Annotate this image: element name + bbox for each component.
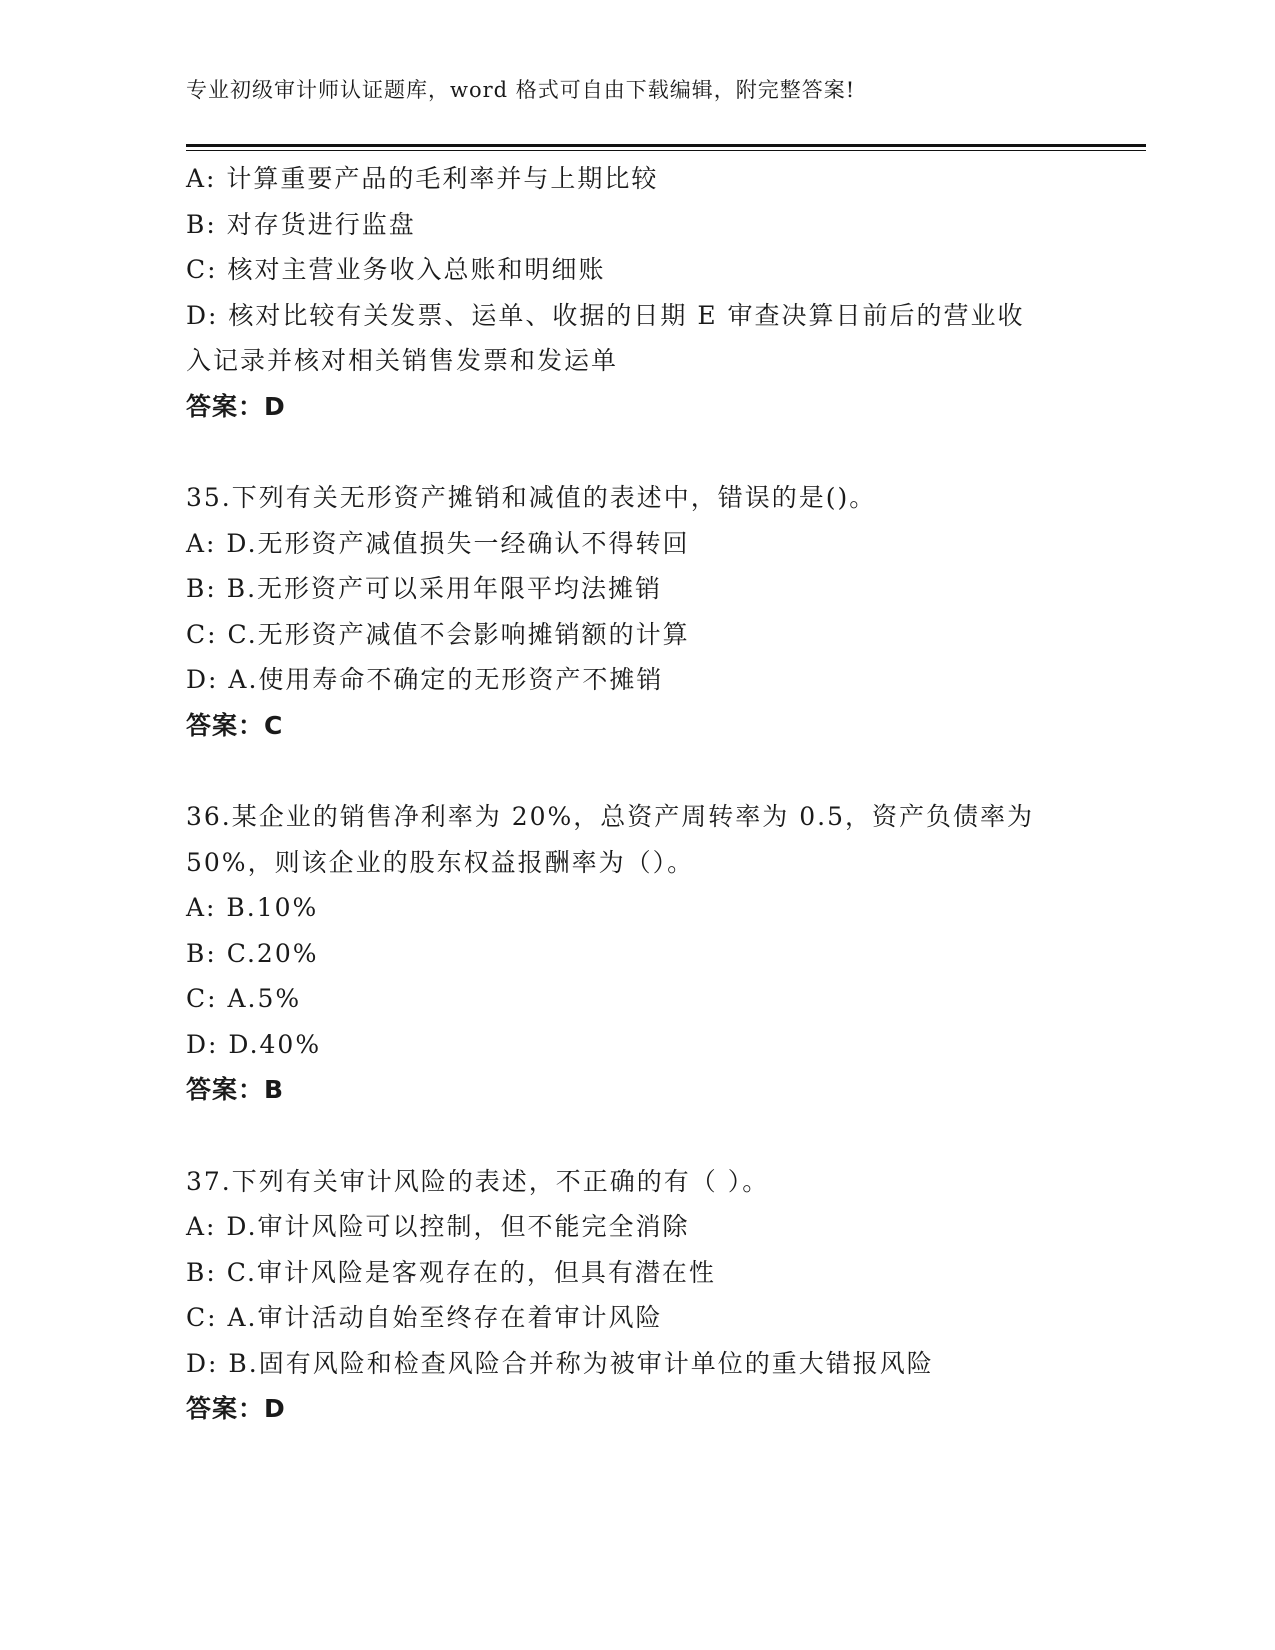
q35-option-a: A: D.无形资产减值损失一经确认不得转回	[186, 528, 690, 558]
spacer	[186, 1113, 1086, 1159]
q36-option-d: D: D.40%	[186, 1029, 322, 1059]
q36-option-c: C: A.5%	[186, 984, 302, 1013]
q36-stem-line1: 36.某企业的销售净利率为 20%，总资产周转率为 0.5，资产负债率为	[186, 802, 1034, 831]
q36-stem-line2: 50%，则该企业的股东权益报酬率为（）。	[186, 847, 695, 877]
question-36-block	[186, 794, 1086, 1113]
q37-answer: 答案：D	[186, 1394, 286, 1423]
q35-stem: 35.下列有关无形资产摊销和减值的表述中，错误的是()。	[186, 483, 877, 512]
header-rule-thick	[186, 144, 1146, 147]
q36-option-a: A: B.10%	[186, 893, 319, 922]
q37-option-b: B: C.审计风险是客观存在的，但具有潜在性	[186, 1257, 716, 1287]
q34-option-b: B: 对存货进行监盘	[186, 209, 416, 239]
q37-option-a: A: D.审计风险可以控制，但不能完全消除	[186, 1212, 690, 1241]
q34-option-d-line2: 入记录并核对相关销售发票和发运单	[186, 346, 619, 375]
q36-option-b: B: C.20%	[186, 938, 319, 968]
q37-option-d: D: B.固有风险和检查风险合并称为被审计单位的重大错报风险	[186, 1348, 934, 1378]
q35-answer: 答案：C	[186, 710, 284, 740]
q35-option-d: D: A.使用寿命不确定的无形资产不摊销	[186, 665, 664, 694]
q37-option-c: C: A.审计活动自始至终存在着审计风险	[186, 1303, 663, 1332]
header-rule-thin	[186, 150, 1146, 151]
q34-option-d-line1: D: 核对比较有关发票、运单、收据的日期 E 审查决算日前后的营业收	[186, 300, 1025, 330]
q34-answer: 答案：D	[186, 391, 286, 421]
q34-option-c: C: 核对主营业务收入总账和明细账	[186, 255, 606, 284]
question-content	[186, 156, 1086, 1432]
question-37-block	[186, 1159, 1086, 1432]
q35-option-c: C: C.无形资产减值不会影响摊销额的计算	[186, 619, 690, 649]
q37-stem: 37.下列有关审计风险的表述，不正确的有（ ）。	[186, 1166, 770, 1196]
q36-answer: 答案：B	[186, 1075, 285, 1104]
q34-option-a: A: 计算重要产品的毛利率并与上期比较	[186, 164, 659, 193]
spacer	[186, 748, 1086, 794]
q35-option-b: B: B.无形资产可以采用年限平均法摊销	[186, 574, 663, 603]
question-34-block	[186, 156, 1086, 429]
spacer	[186, 429, 1086, 475]
question-35-block	[186, 475, 1086, 748]
header-note: 专业初级审计师认证题库，word 格式可自由下载编辑，附完整答案!	[186, 78, 856, 102]
